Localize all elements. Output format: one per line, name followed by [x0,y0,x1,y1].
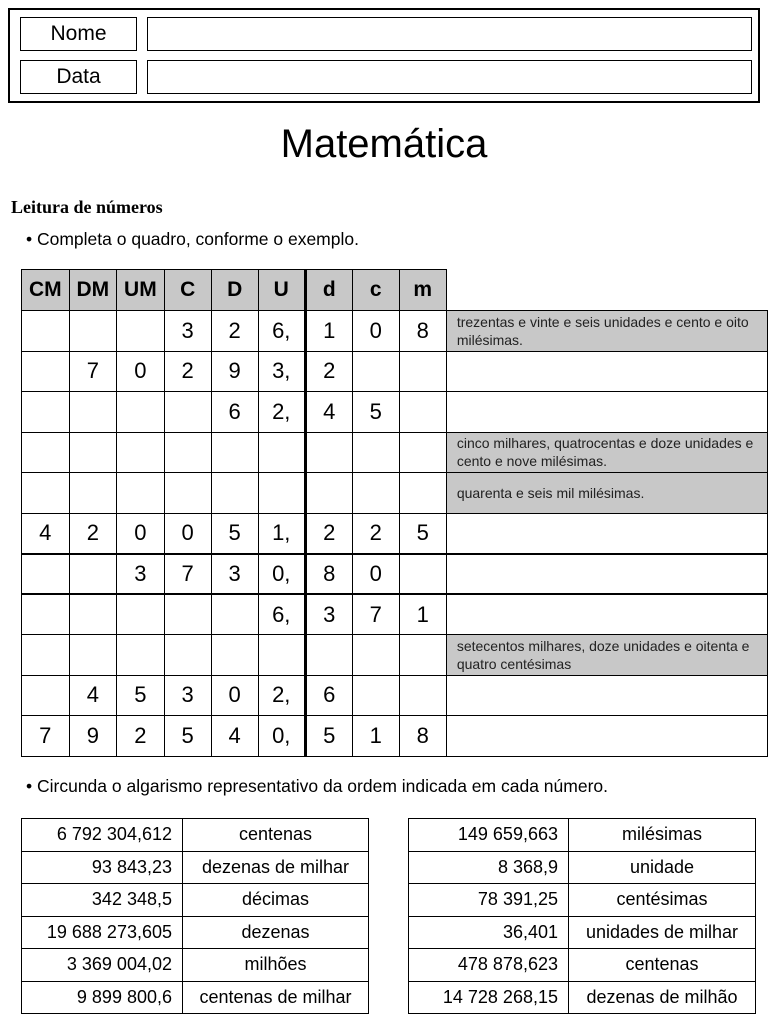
digit-cell[interactable] [22,594,70,635]
digit-cell[interactable]: 2 [69,513,117,554]
header-dm: DM [69,270,117,311]
instruction-circle-digit: • Circunda o algarismo representativo da ordem indicada em cada número. [26,776,608,796]
digit-cell[interactable] [22,473,70,514]
digit-cell[interactable]: 6, [258,311,305,352]
digit-cell[interactable] [117,392,165,433]
circle-table-left [21,818,369,1014]
place-value-table [21,269,768,757]
digit-cell[interactable]: 2 [305,513,352,554]
number-cell[interactable]: 14 728 268,15 [409,981,569,1014]
digit-cell[interactable]: 6 [211,392,258,433]
number-in-words-cell[interactable] [446,351,767,392]
digit-cell[interactable] [164,473,211,514]
digit-cell[interactable] [22,351,70,392]
order-cell: centenas [569,949,756,982]
digit-cell[interactable]: 2 [164,351,211,392]
digit-cell[interactable]: 0 [164,513,211,554]
digit-cell[interactable]: 5 [352,392,399,433]
digit-cell[interactable] [22,675,70,716]
digit-cell[interactable] [352,473,399,514]
table-row [22,432,768,473]
header-c: C [164,270,211,311]
digit-cell[interactable] [399,351,446,392]
digit-cell[interactable]: 2 [352,513,399,554]
digit-cell[interactable]: 0 [117,513,165,554]
circle-row [22,949,369,982]
digit-cell[interactable] [117,432,165,473]
digit-cell[interactable]: 1 [352,716,399,757]
circle-row [22,884,369,917]
number-in-words-cell[interactable] [446,716,767,757]
digit-cell[interactable]: 2 [305,351,352,392]
table-row [22,311,768,352]
number-cell[interactable]: 3 369 004,02 [22,949,183,982]
circle-row [409,851,756,884]
digit-cell[interactable] [164,635,211,676]
circle-row [409,819,756,852]
circle-row [22,819,369,852]
table-row [22,473,768,514]
digit-cell[interactable]: 3 [117,554,165,595]
digit-cell[interactable]: 8 [399,311,446,352]
circle-table-right [408,818,756,1014]
page-title: Matemática [280,122,488,166]
digit-cell[interactable]: 3 [164,311,211,352]
digit-cell[interactable]: 6 [305,675,352,716]
digit-cell[interactable] [352,351,399,392]
digit-cell[interactable] [399,473,446,514]
circle-row [409,981,756,1014]
order-cell: décimas [183,884,369,917]
table-row [22,635,768,676]
digit-cell[interactable]: 7 [22,716,70,757]
digit-cell[interactable] [22,311,70,352]
digit-cell[interactable]: 4 [22,513,70,554]
digit-cell[interactable] [258,432,305,473]
digit-cell[interactable]: 0, [258,554,305,595]
circle-row [22,851,369,884]
digit-cell[interactable]: 8 [399,716,446,757]
digit-cell[interactable] [22,392,70,433]
digit-cell[interactable] [399,675,446,716]
order-cell: milhões [183,949,369,982]
digit-cell[interactable]: 2, [258,675,305,716]
digit-cell[interactable]: 7 [352,594,399,635]
digit-cell[interactable]: 5 [399,513,446,554]
digit-cell[interactable] [352,432,399,473]
header-d: D [211,270,258,311]
digit-cell[interactable] [69,594,117,635]
number-cell[interactable]: 8 368,9 [409,851,569,884]
number-in-words-cell[interactable] [446,554,767,595]
number-cell[interactable]: 149 659,663 [409,819,569,852]
number-in-words-cell[interactable] [446,392,767,433]
number-cell[interactable]: 478 878,623 [409,949,569,982]
digit-cell[interactable] [117,311,165,352]
digit-cell[interactable] [399,635,446,676]
digit-cell[interactable]: 2, [258,392,305,433]
digit-cell[interactable]: 3 [305,594,352,635]
digit-cell[interactable] [117,473,165,514]
digit-cell[interactable]: 1, [258,513,305,554]
digit-cell[interactable] [69,473,117,514]
place-value-body [22,311,768,757]
digit-cell[interactable] [305,635,352,676]
digit-cell[interactable] [211,432,258,473]
digit-cell[interactable]: 0 [117,351,165,392]
order-cell: centenas [183,819,369,852]
digit-cell[interactable]: 5 [164,716,211,757]
digit-cell[interactable]: 8 [305,554,352,595]
number-cell[interactable]: 342 348,5 [22,884,183,917]
number-in-words-cell[interactable] [446,513,767,554]
number-in-words-cell[interactable] [446,594,767,635]
digit-cell[interactable]: 2 [117,716,165,757]
circle-row [409,884,756,917]
digit-cell[interactable]: 5 [117,675,165,716]
table-row [22,594,768,635]
digit-cell[interactable]: 3, [258,351,305,392]
digit-cell[interactable]: 1 [305,311,352,352]
digit-cell[interactable] [211,635,258,676]
order-cell: centenas de milhar [183,981,369,1014]
digit-cell[interactable] [399,432,446,473]
header-cm: CM [22,270,70,311]
digit-cell[interactable]: 0, [258,716,305,757]
digit-cell[interactable]: 9 [69,716,117,757]
data-label: Data [20,60,137,94]
digit-cell[interactable]: 0 [352,554,399,595]
digit-cell[interactable]: 9 [211,351,258,392]
number-in-words-cell[interactable] [446,675,767,716]
digit-cell[interactable] [164,432,211,473]
digit-cell[interactable]: 7 [69,351,117,392]
circle-row [22,981,369,1014]
header-blank [446,270,767,311]
number-cell[interactable]: 19 688 273,605 [22,916,183,949]
table-row [22,351,768,392]
order-cell: centésimas [569,884,756,917]
digit-cell[interactable] [305,432,352,473]
number-cell[interactable]: 6 792 304,612 [22,819,183,852]
number-cell[interactable]: 93 843,23 [22,851,183,884]
order-cell: dezenas de milhar [183,851,369,884]
digit-cell[interactable] [399,554,446,595]
digit-cell[interactable] [22,432,70,473]
digit-cell[interactable] [22,635,70,676]
table-row [22,392,768,433]
instruction-complete-table: • Completa o quadro, conforme o exemplo. [26,229,359,249]
number-cell[interactable]: 78 391,25 [409,884,569,917]
data-field[interactable] [147,60,752,94]
header-um: UM [117,270,165,311]
student-info-box [8,8,760,103]
digit-cell[interactable] [211,473,258,514]
digit-cell[interactable]: 6, [258,594,305,635]
digit-cell[interactable] [211,594,258,635]
digit-cell[interactable]: 4 [211,716,258,757]
table-row [22,675,768,716]
header-decimal-c: c [352,270,399,311]
digit-cell[interactable] [352,675,399,716]
digit-cell[interactable]: 2 [211,311,258,352]
number-in-words-cell[interactable]: cinco milhares, quatrocentas e doze unidades e cento e nove milésimas. [446,432,767,473]
digit-cell[interactable] [69,635,117,676]
digit-cell[interactable]: 3 [164,675,211,716]
digit-cell[interactable] [69,432,117,473]
table-row [22,716,768,757]
digit-cell[interactable]: 5 [305,716,352,757]
order-cell: unidades de milhar [569,916,756,949]
digit-cell[interactable] [352,635,399,676]
digit-cell[interactable]: 4 [305,392,352,433]
order-cell: milésimas [569,819,756,852]
header-u: U [258,270,305,311]
order-cell: dezenas [183,916,369,949]
number-in-words-cell[interactable]: trezentas e vinte e seis unidades e cento e oito milésimas. [446,311,767,352]
digit-cell[interactable] [258,635,305,676]
digit-cell[interactable] [117,635,165,676]
header-decimal-m: m [399,270,446,311]
number-in-words-cell[interactable]: quarenta e seis mil milésimas. [446,473,767,514]
digit-cell[interactable] [164,392,211,433]
number-in-words-cell[interactable]: setecentos milhares, doze unidades e oitenta e quatro centésimas [446,635,767,676]
order-cell: dezenas de milhão [569,981,756,1014]
header-decimal-d: d [305,270,352,311]
section-title: Leitura de números [11,197,163,217]
digit-cell[interactable] [69,554,117,595]
number-cell[interactable]: 36,401 [409,916,569,949]
digit-cell[interactable] [22,554,70,595]
digit-cell[interactable] [69,311,117,352]
table-row [22,513,768,554]
digit-cell[interactable]: 1 [399,594,446,635]
table-row [22,554,768,595]
nome-label: Nome [20,17,137,51]
digit-cell[interactable]: 0 [211,675,258,716]
digit-cell[interactable] [69,392,117,433]
digit-cell[interactable]: 0 [352,311,399,352]
order-cell: unidade [569,851,756,884]
nome-field[interactable] [147,17,752,51]
circle-row [409,916,756,949]
circle-row [409,949,756,982]
digit-cell[interactable] [164,594,211,635]
digit-cell[interactable]: 5 [211,513,258,554]
number-cell[interactable]: 9 899 800,6 [22,981,183,1014]
place-value-header-row [22,270,768,311]
digit-cell[interactable] [117,594,165,635]
digit-cell[interactable] [305,473,352,514]
digit-cell[interactable] [258,473,305,514]
circle-row [22,916,369,949]
digit-cell[interactable] [399,392,446,433]
digit-cell[interactable]: 7 [164,554,211,595]
digit-cell[interactable]: 4 [69,675,117,716]
digit-cell[interactable]: 3 [211,554,258,595]
